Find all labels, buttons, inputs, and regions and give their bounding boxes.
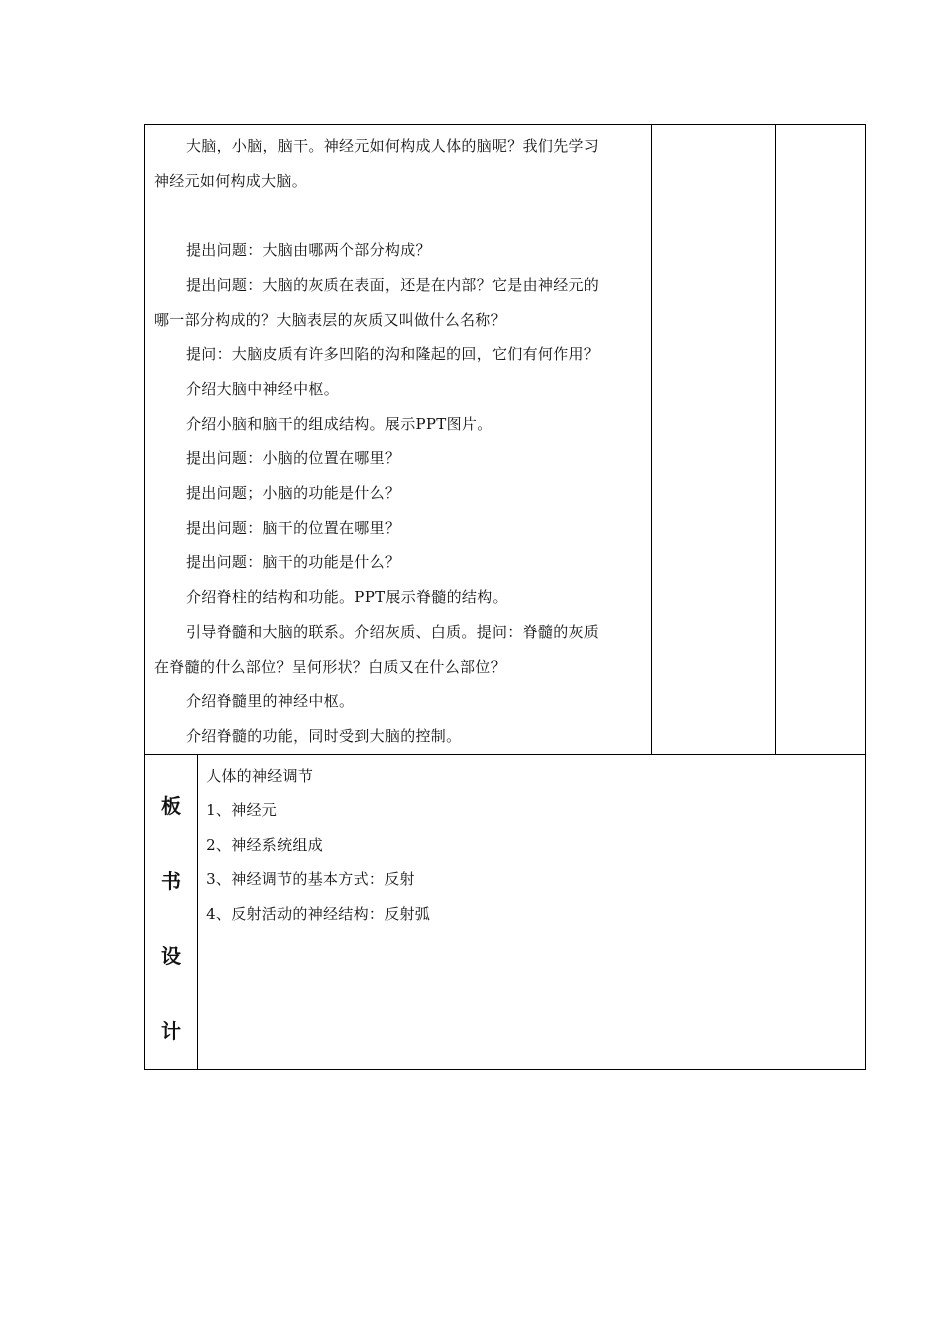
process-line: 神经元如何构成大脑。 [154,171,308,190]
lesson-plan-table [144,124,866,1070]
process-line: 提出问题：大脑的灰质在表面，还是在内部？它是由神经元的 [186,275,600,294]
board-label-char: 板 [161,793,182,818]
board-design-content-cell [198,754,866,1069]
process-line: 介绍脊髓的功能，同时受到大脑的控制。 [186,726,462,745]
process-line: 介绍大脑中神经中枢。 [186,379,340,398]
board-design-label [145,755,197,1069]
process-line: 提问：大脑皮质有许多凹陷的沟和隆起的回，它们有何作用？ [186,345,600,364]
process-line: 提出问题：小脑的位置在哪里？ [186,449,401,468]
board-item: 1、神经元 [206,801,278,820]
process-line: 提出问题：脑干的位置在哪里？ [186,518,401,537]
teaching-process-cell [145,125,652,755]
board-label-char: 书 [161,868,182,893]
board-design-label-cell [145,754,198,1069]
process-line: 介绍脊柱的结构和功能。PPT展示脊髓的结构。 [186,588,508,607]
board-item: 4、反射活动的神经结构：反射弧 [206,905,431,924]
process-line: 介绍脊髓里的神经中枢。 [186,692,355,711]
process-line: 介绍小脑和脑干的组成结构。展示PPT图片。 [186,414,493,433]
board-label-char: 设 [161,943,182,968]
process-line: 提出问题；小脑的功能是什么？ [186,484,401,503]
board-design-row [145,754,866,1069]
board-label-char: 计 [161,1018,182,1043]
process-line: 哪一部分构成的？大脑表层的灰质又叫做什么名称？ [154,310,506,329]
board-item: 2、神经系统组成 [206,835,324,854]
teaching-process-row [145,125,866,755]
process-line: 提出问题：大脑由哪两个部分构成？ [186,241,431,260]
teaching-process-text [145,125,651,754]
board-title: 人体的神经调节 [206,766,314,785]
process-line: 在脊髓的什么部位？呈何形状？白质又在什么部位？ [154,657,506,676]
student-activity-cell [651,125,775,755]
process-blank-line [154,198,643,233]
design-intent-cell [775,125,865,755]
process-line: 大脑，小脑，脑干。神经元如何构成人体的脑呢？我们先学习 [186,137,600,155]
process-line: 提出问题：脑干的功能是什么？ [186,553,401,572]
process-line: 引导脊髓和大脑的联系。介绍灰质、白质。提问：脊髓的灰质 [186,622,600,641]
board-item: 3、神经调节的基本方式：反射 [206,870,415,889]
